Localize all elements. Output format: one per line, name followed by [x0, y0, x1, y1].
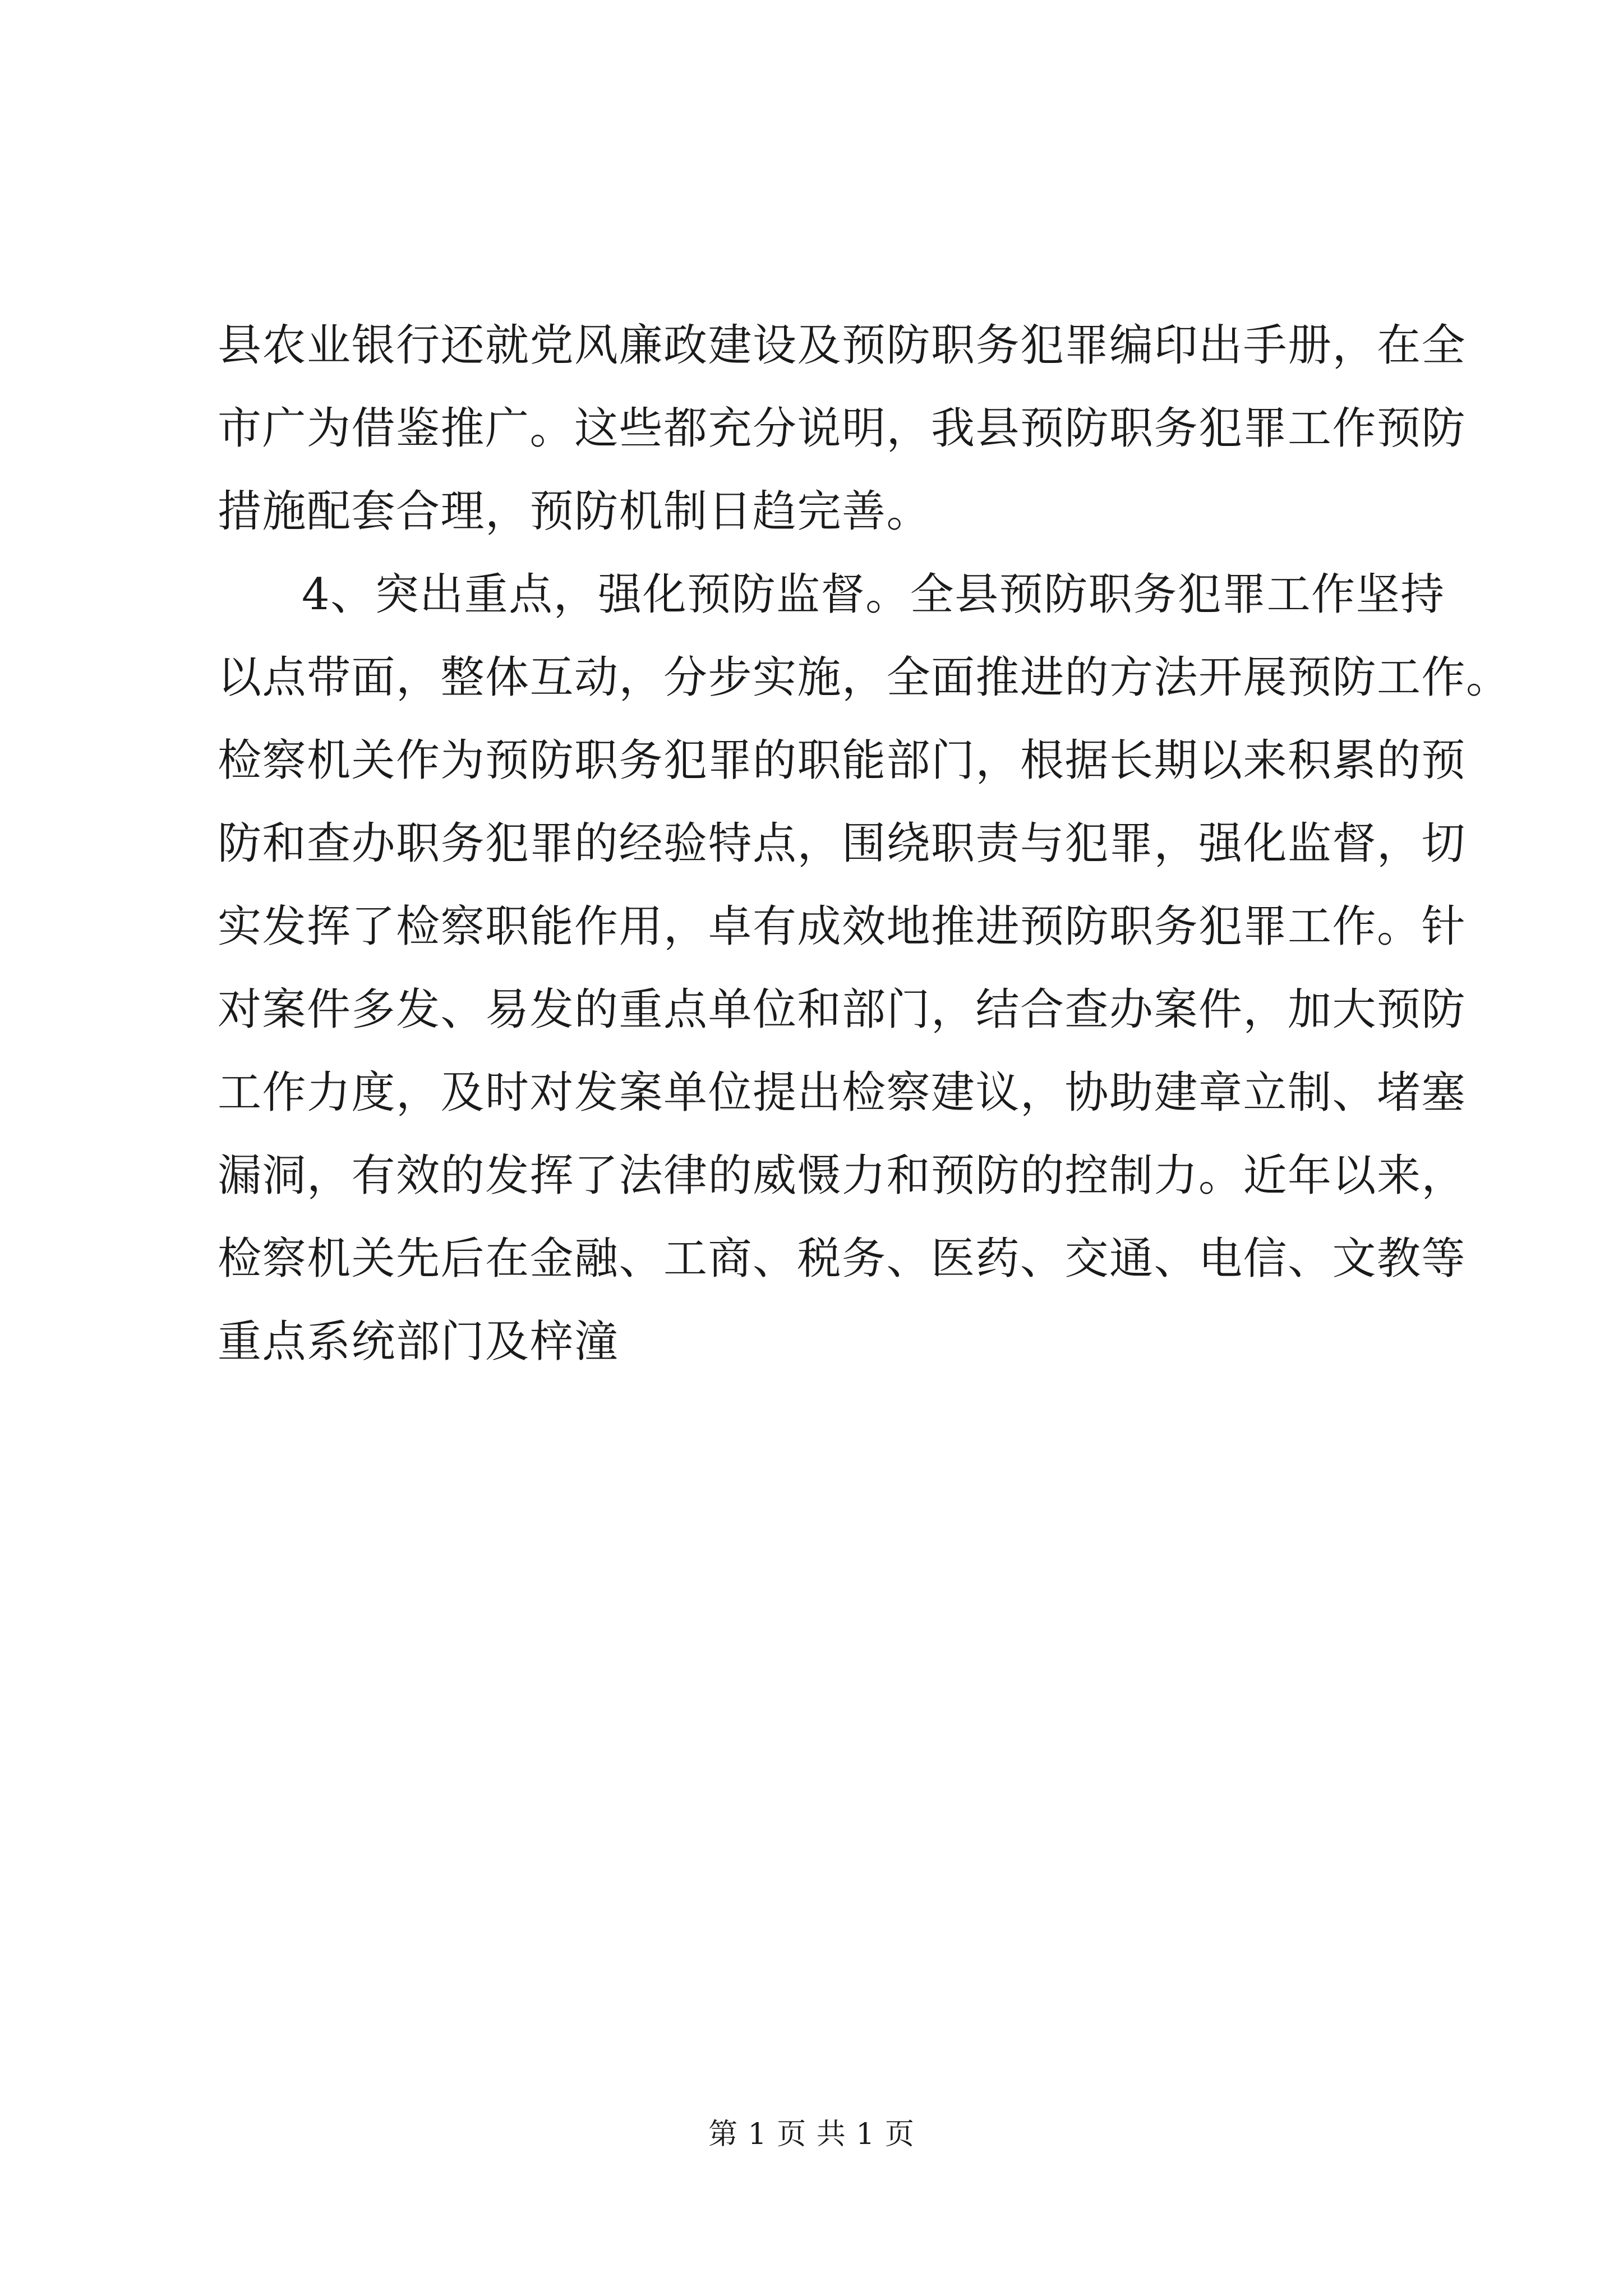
body-text	[218, 304, 1511, 1383]
text-line: 措施配套合理，预防机制日趋完善。	[218, 486, 932, 537]
paragraph-start-line: 4、突出重点，强化预防监督。全县预防职务犯罪工作坚持	[302, 569, 1445, 620]
text-line: 市广为借鉴推广。这些都充分说明，我县预防职务犯罪工作预防	[218, 403, 1467, 454]
text-line: 检察机关作为预防职务犯罪的职能部门，根据长期以来积累的预	[218, 735, 1467, 786]
text-line: 漏洞，有效的发挥了法律的威慑力和预防的控制力。近年以来，	[218, 1151, 1467, 1201]
text-line: 以点带面，整体互动，分步实施，全面推进的方法开展预防工作。	[218, 652, 1511, 703]
text-line: 检察机关先后在金融、工商、税务、医药、交通、电信、文教等	[218, 1234, 1467, 1284]
text-line: 重点系统部门及梓潼	[218, 1317, 619, 1367]
text-line: 县农业银行还就党风廉政建设及预防职务犯罪编印出手册，在全	[218, 320, 1467, 371]
page-number-footer: 第 1 页 共 1 页	[708, 2118, 915, 2151]
text-line: 实发挥了检察职能作用，卓有成效地推进预防职务犯罪工作。针	[218, 901, 1467, 952]
text-line: 防和查办职务犯罪的经验特点，围绕职责与犯罪，强化监督，切	[218, 818, 1467, 869]
text-line: 对案件多发、易发的重点单位和部门，结合查办案件，加大预防	[218, 984, 1467, 1035]
text-line: 工作力度，及时对发案单位提出检察建议，协助建章立制、堵塞	[218, 1068, 1467, 1118]
